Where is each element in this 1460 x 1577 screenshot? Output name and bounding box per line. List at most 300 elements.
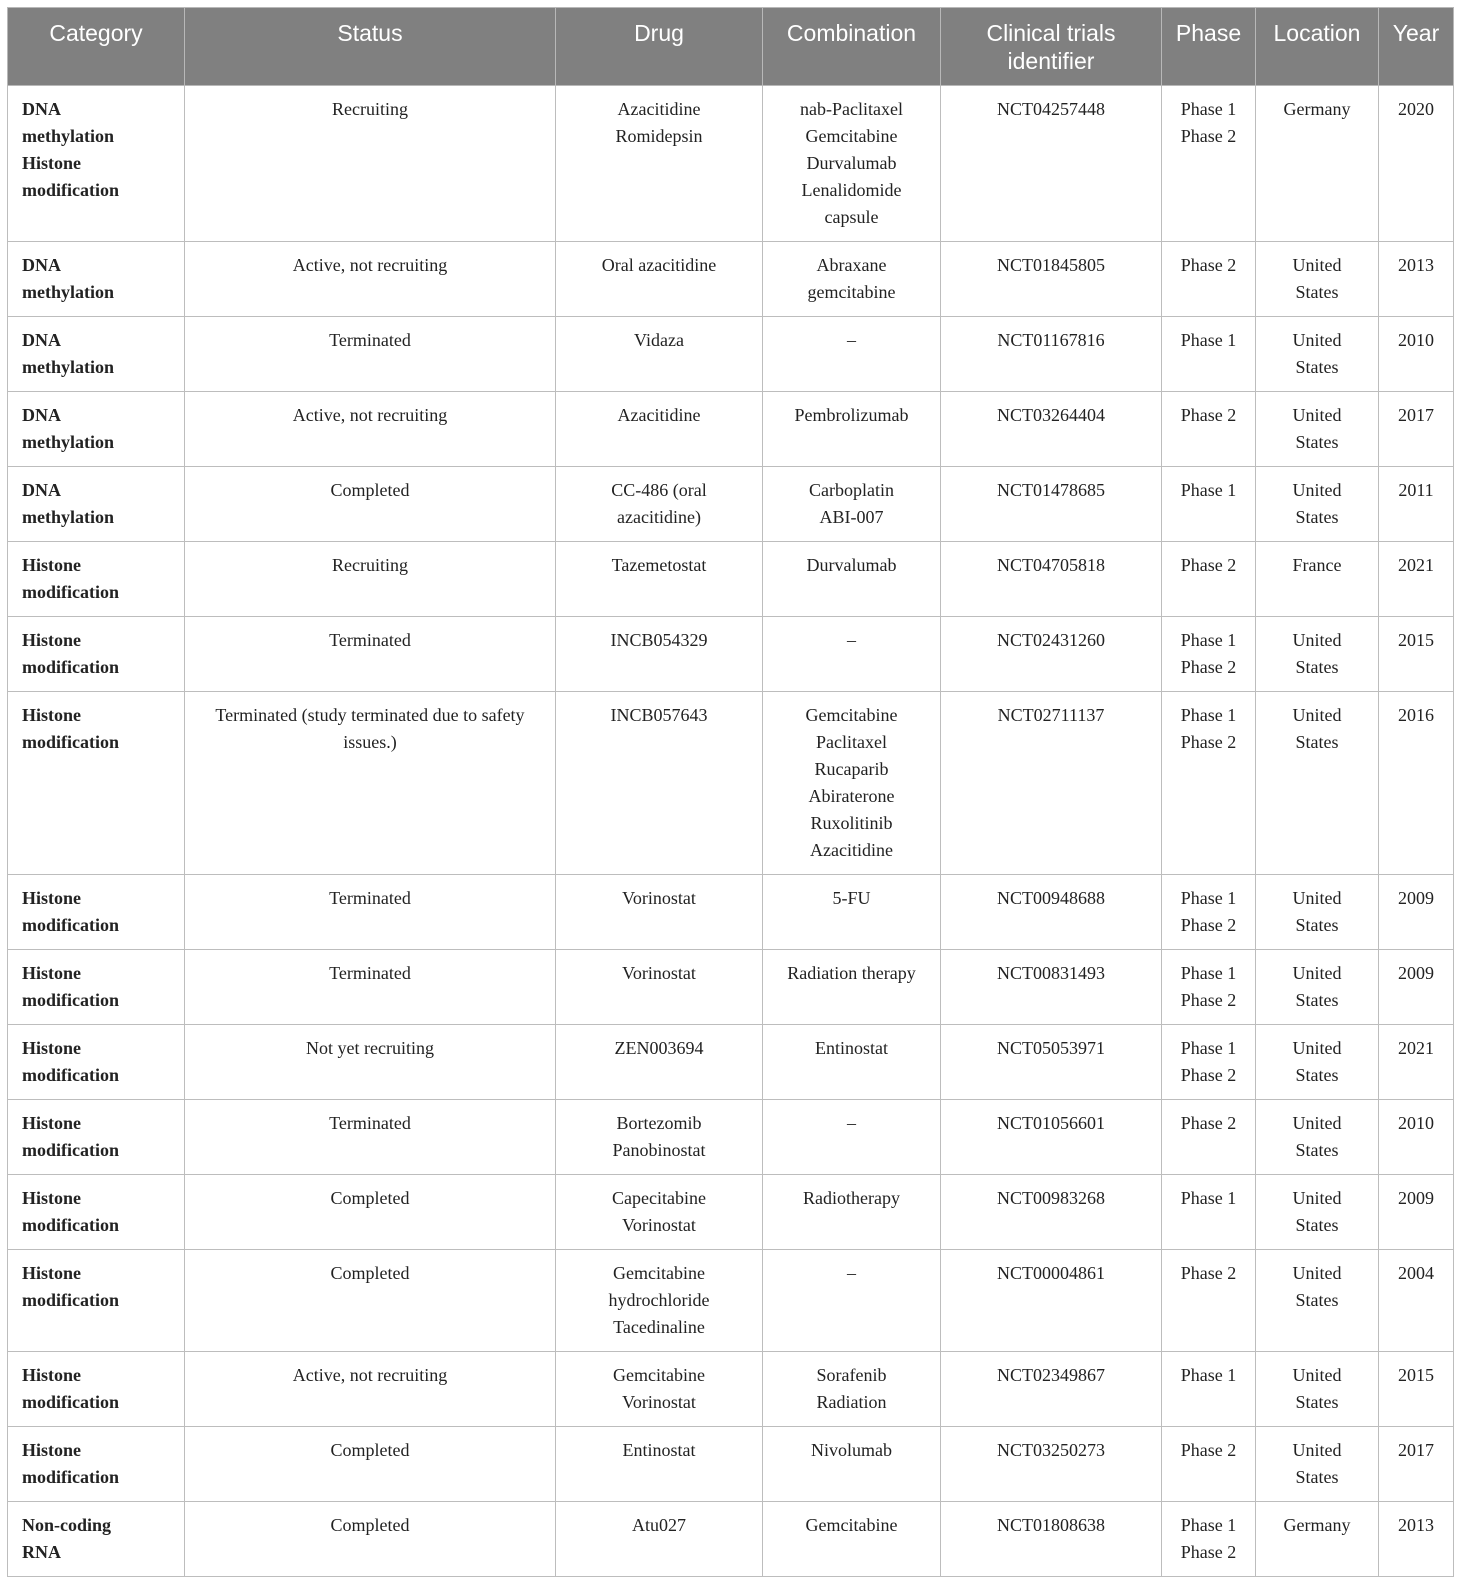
cell-category bbox=[8, 1502, 185, 1577]
cell-phase-line: Phase 2 bbox=[1180, 915, 1237, 935]
cell-category-line: DNA bbox=[22, 330, 61, 350]
cell-combination bbox=[763, 875, 941, 950]
cell-location-line: States bbox=[1295, 732, 1339, 752]
cell-location-line: Germany bbox=[1283, 99, 1351, 119]
cell-location bbox=[1256, 86, 1379, 242]
cell-combination bbox=[763, 317, 941, 392]
cell-category bbox=[8, 1250, 185, 1352]
cell-combination-line: Radiation therapy bbox=[787, 963, 916, 983]
cell-drug bbox=[556, 467, 763, 542]
table-row bbox=[8, 1175, 1454, 1250]
cell-phase-line: Phase 2 bbox=[1180, 657, 1237, 677]
cell-drug-line: Vorinostat bbox=[622, 1392, 696, 1412]
cell-category-line: modification bbox=[22, 1140, 119, 1160]
cell-category-line: methylation bbox=[22, 432, 114, 452]
cell-combination-line: Radiotherapy bbox=[803, 1188, 900, 1208]
cell-combination-line: – bbox=[847, 1263, 856, 1283]
cell-year: 2009 bbox=[1379, 875, 1454, 950]
cell-phase bbox=[1162, 1352, 1256, 1427]
cell-combination-line: Gemcitabine bbox=[805, 1515, 898, 1535]
cell-phase bbox=[1162, 1100, 1256, 1175]
cell-category-line: modification bbox=[22, 180, 119, 200]
cell-year: 2015 bbox=[1379, 617, 1454, 692]
cell-combination bbox=[763, 1025, 941, 1100]
cell-drug bbox=[556, 1025, 763, 1100]
cell-drug bbox=[556, 392, 763, 467]
cell-category-line: modification bbox=[22, 1467, 119, 1487]
cell-phase-line: Phase 2 bbox=[1180, 1263, 1237, 1283]
table-row bbox=[8, 86, 1454, 242]
table-row bbox=[8, 542, 1454, 617]
cell-combination-line: Durvalumab bbox=[806, 153, 897, 173]
cell-year: 2013 bbox=[1379, 242, 1454, 317]
cell-combination-line: Carboplatin bbox=[809, 480, 894, 500]
cell-location bbox=[1256, 1502, 1379, 1577]
cell-combination-line: Paclitaxel bbox=[816, 732, 887, 752]
cell-year: 2021 bbox=[1379, 1025, 1454, 1100]
cell-identifier: NCT00004861 bbox=[941, 1250, 1162, 1352]
cell-drug bbox=[556, 86, 763, 242]
cell-drug-line: Azacitidine bbox=[617, 99, 701, 119]
header-status: Status bbox=[185, 8, 556, 86]
table-row bbox=[8, 1352, 1454, 1427]
cell-combination-line: – bbox=[847, 1113, 856, 1133]
cell-combination bbox=[763, 1427, 941, 1502]
cell-phase bbox=[1162, 617, 1256, 692]
header-year: Year bbox=[1379, 8, 1454, 86]
cell-combination bbox=[763, 86, 941, 242]
cell-location bbox=[1256, 617, 1379, 692]
cell-phase bbox=[1162, 1427, 1256, 1502]
cell-location-line: States bbox=[1295, 357, 1339, 377]
cell-location-line: United bbox=[1292, 1440, 1342, 1460]
cell-identifier: NCT05053971 bbox=[941, 1025, 1162, 1100]
cell-status: Terminated bbox=[185, 875, 556, 950]
cell-drug-line: ZEN003694 bbox=[614, 1038, 704, 1058]
cell-combination-line: nab-Paclitaxel bbox=[800, 99, 903, 119]
cell-identifier: NCT01056601 bbox=[941, 1100, 1162, 1175]
cell-combination bbox=[763, 692, 941, 875]
cell-year: 2010 bbox=[1379, 317, 1454, 392]
cell-combination-line: Entinostat bbox=[815, 1038, 888, 1058]
cell-location-line: France bbox=[1292, 555, 1342, 575]
cell-combination-line: Rucaparib bbox=[814, 759, 889, 779]
cell-drug bbox=[556, 1502, 763, 1577]
cell-status: Recruiting bbox=[185, 542, 556, 617]
cell-drug bbox=[556, 1427, 763, 1502]
table-row bbox=[8, 1100, 1454, 1175]
cell-category bbox=[8, 617, 185, 692]
cell-combination bbox=[763, 542, 941, 617]
cell-location-line: Germany bbox=[1283, 1515, 1351, 1535]
cell-category-line: RNA bbox=[22, 1542, 61, 1562]
cell-category bbox=[8, 692, 185, 875]
table-row bbox=[8, 1502, 1454, 1577]
cell-identifier: NCT00948688 bbox=[941, 875, 1162, 950]
cell-category-line: Histone bbox=[22, 888, 82, 908]
cell-year: 2017 bbox=[1379, 392, 1454, 467]
cell-drug bbox=[556, 1250, 763, 1352]
cell-category bbox=[8, 542, 185, 617]
cell-phase-line: Phase 2 bbox=[1180, 255, 1237, 275]
cell-combination bbox=[763, 1100, 941, 1175]
cell-identifier: NCT02431260 bbox=[941, 617, 1162, 692]
cell-phase-line: Phase 1 bbox=[1180, 480, 1237, 500]
cell-location bbox=[1256, 1427, 1379, 1502]
cell-phase-line: Phase 1 bbox=[1180, 330, 1237, 350]
cell-phase bbox=[1162, 950, 1256, 1025]
cell-year: 2016 bbox=[1379, 692, 1454, 875]
table-row bbox=[8, 692, 1454, 875]
cell-combination-line: – bbox=[847, 330, 856, 350]
cell-phase bbox=[1162, 242, 1256, 317]
cell-phase-line: Phase 1 bbox=[1180, 1188, 1237, 1208]
cell-category bbox=[8, 1175, 185, 1250]
cell-phase bbox=[1162, 86, 1256, 242]
cell-category bbox=[8, 242, 185, 317]
cell-location-line: States bbox=[1295, 432, 1339, 452]
cell-location bbox=[1256, 1025, 1379, 1100]
cell-status: Completed bbox=[185, 1250, 556, 1352]
cell-category-line: DNA bbox=[22, 480, 61, 500]
cell-phase-line: Phase 2 bbox=[1180, 405, 1237, 425]
cell-combination-line: Durvalumab bbox=[806, 555, 897, 575]
cell-drug-line: Capecitabine bbox=[612, 1188, 706, 1208]
table-row bbox=[8, 1427, 1454, 1502]
cell-category-line: Histone bbox=[22, 705, 82, 725]
cell-drug-line: Gemcitabine bbox=[613, 1263, 705, 1283]
cell-phase-line: Phase 1 bbox=[1180, 705, 1237, 725]
cell-category-line: Histone bbox=[22, 630, 82, 650]
cell-category bbox=[8, 875, 185, 950]
cell-category bbox=[8, 86, 185, 242]
cell-category bbox=[8, 1427, 185, 1502]
cell-location-line: States bbox=[1295, 1140, 1339, 1160]
cell-combination bbox=[763, 467, 941, 542]
cell-location bbox=[1256, 467, 1379, 542]
table-row bbox=[8, 242, 1454, 317]
cell-status: Terminated (study terminated due to safety issues.) bbox=[185, 692, 556, 875]
cell-year: 2009 bbox=[1379, 950, 1454, 1025]
cell-status: Terminated bbox=[185, 1100, 556, 1175]
table-row bbox=[8, 467, 1454, 542]
cell-year: 2011 bbox=[1379, 467, 1454, 542]
cell-year: 2004 bbox=[1379, 1250, 1454, 1352]
cell-phase-line: Phase 2 bbox=[1180, 1440, 1237, 1460]
cell-drug bbox=[556, 950, 763, 1025]
cell-category-line: DNA bbox=[22, 99, 61, 119]
cell-category-line: modification bbox=[22, 1065, 119, 1085]
cell-identifier: NCT00983268 bbox=[941, 1175, 1162, 1250]
cell-drug-line: Tacedinaline bbox=[613, 1317, 705, 1337]
table-row bbox=[8, 950, 1454, 1025]
cell-year: 2013 bbox=[1379, 1502, 1454, 1577]
cell-identifier: NCT02349867 bbox=[941, 1352, 1162, 1427]
cell-drug bbox=[556, 875, 763, 950]
cell-drug bbox=[556, 542, 763, 617]
cell-drug-line: Tazemetostat bbox=[611, 555, 707, 575]
cell-combination-line: Radiation bbox=[816, 1392, 887, 1412]
cell-combination bbox=[763, 617, 941, 692]
cell-category-line: methylation bbox=[22, 282, 114, 302]
table-row bbox=[8, 875, 1454, 950]
cell-drug-line: CC-486 (oral bbox=[611, 480, 707, 500]
cell-category-line: modification bbox=[22, 990, 119, 1010]
header-category: Category bbox=[8, 8, 185, 86]
table-row bbox=[8, 392, 1454, 467]
table-row bbox=[8, 1025, 1454, 1100]
cell-combination-line: – bbox=[847, 630, 856, 650]
cell-category bbox=[8, 1025, 185, 1100]
cell-drug-line: Bortezomib bbox=[616, 1113, 702, 1133]
cell-combination-line: Ruxolitinib bbox=[810, 813, 893, 833]
cell-location-line: States bbox=[1295, 1215, 1339, 1235]
cell-location-line: United bbox=[1292, 888, 1342, 908]
header-identifier: Clinical trials identifier bbox=[941, 8, 1162, 86]
cell-identifier: NCT03250273 bbox=[941, 1427, 1162, 1502]
cell-phase bbox=[1162, 1175, 1256, 1250]
cell-status: Terminated bbox=[185, 317, 556, 392]
cell-location-line: United bbox=[1292, 1038, 1342, 1058]
cell-category-line: Histone bbox=[22, 1365, 82, 1385]
cell-identifier: NCT04705818 bbox=[941, 542, 1162, 617]
cell-combination bbox=[763, 242, 941, 317]
cell-location bbox=[1256, 875, 1379, 950]
cell-status: Active, not recruiting bbox=[185, 242, 556, 317]
cell-drug bbox=[556, 1352, 763, 1427]
cell-location-line: United bbox=[1292, 480, 1342, 500]
cell-drug-line: INCB057643 bbox=[610, 705, 708, 725]
cell-category-line: Histone bbox=[22, 1188, 82, 1208]
cell-phase-line: Phase 1 bbox=[1180, 1515, 1237, 1535]
cell-drug bbox=[556, 242, 763, 317]
cell-category-line: modification bbox=[22, 915, 119, 935]
cell-drug-line: Oral azacitidine bbox=[601, 255, 717, 275]
cell-year: 2009 bbox=[1379, 1175, 1454, 1250]
cell-phase-line: Phase 2 bbox=[1180, 555, 1237, 575]
cell-location-line: United bbox=[1292, 963, 1342, 983]
cell-status: Terminated bbox=[185, 617, 556, 692]
cell-location-line: United bbox=[1292, 1365, 1342, 1385]
table-row bbox=[8, 317, 1454, 392]
cell-identifier: NCT02711137 bbox=[941, 692, 1162, 875]
cell-phase bbox=[1162, 692, 1256, 875]
cell-location bbox=[1256, 392, 1379, 467]
cell-category-line: Histone bbox=[22, 153, 82, 173]
cell-category-line: modification bbox=[22, 1215, 119, 1235]
cell-location-line: States bbox=[1295, 282, 1339, 302]
cell-status: Completed bbox=[185, 1427, 556, 1502]
cell-location-line: United bbox=[1292, 630, 1342, 650]
cell-identifier: NCT00831493 bbox=[941, 950, 1162, 1025]
cell-phase-line: Phase 1 bbox=[1180, 630, 1237, 650]
cell-location-line: United bbox=[1292, 330, 1342, 350]
cell-location-line: United bbox=[1292, 255, 1342, 275]
cell-drug-line: Atu027 bbox=[632, 1515, 686, 1535]
cell-drug bbox=[556, 317, 763, 392]
cell-drug-line: Romidepsin bbox=[615, 126, 703, 146]
cell-drug-line: Vorinostat bbox=[622, 963, 696, 983]
cell-location bbox=[1256, 542, 1379, 617]
cell-category-line: modification bbox=[22, 1392, 119, 1412]
header-location: Location bbox=[1256, 8, 1379, 86]
cell-status: Not yet recruiting bbox=[185, 1025, 556, 1100]
cell-combination bbox=[763, 950, 941, 1025]
cell-category-line: Histone bbox=[22, 1113, 82, 1133]
cell-year: 2021 bbox=[1379, 542, 1454, 617]
cell-identifier: NCT01167816 bbox=[941, 317, 1162, 392]
cell-location-line: States bbox=[1295, 915, 1339, 935]
cell-drug-line: Entinostat bbox=[622, 1440, 696, 1460]
cell-combination-line: Sorafenib bbox=[816, 1365, 887, 1385]
cell-drug-line: Panobinostat bbox=[612, 1140, 706, 1160]
cell-combination-line: Azacitidine bbox=[810, 840, 893, 860]
cell-phase-line: Phase 2 bbox=[1180, 1065, 1237, 1085]
cell-location-line: United bbox=[1292, 1188, 1342, 1208]
cell-combination bbox=[763, 1250, 941, 1352]
cell-location bbox=[1256, 1100, 1379, 1175]
header-drug: Drug bbox=[556, 8, 763, 86]
cell-location bbox=[1256, 692, 1379, 875]
cell-status: Completed bbox=[185, 1175, 556, 1250]
cell-category-line: modification bbox=[22, 1290, 119, 1310]
cell-category-line: Non-coding bbox=[22, 1515, 112, 1535]
cell-drug-line: Vorinostat bbox=[622, 888, 696, 908]
cell-location-line: States bbox=[1295, 1392, 1339, 1412]
cell-status: Active, not recruiting bbox=[185, 392, 556, 467]
cell-phase bbox=[1162, 467, 1256, 542]
cell-combination-line: Gemcitabine bbox=[805, 126, 898, 146]
cell-phase-line: Phase 2 bbox=[1180, 1113, 1237, 1133]
cell-status: Terminated bbox=[185, 950, 556, 1025]
cell-phase-line: Phase 2 bbox=[1180, 1542, 1237, 1562]
cell-status: Active, not recruiting bbox=[185, 1352, 556, 1427]
cell-drug bbox=[556, 692, 763, 875]
cell-year: 2017 bbox=[1379, 1427, 1454, 1502]
cell-phase bbox=[1162, 1502, 1256, 1577]
cell-phase-line: Phase 1 bbox=[1180, 1365, 1237, 1385]
cell-drug-line: Azacitidine bbox=[617, 405, 701, 425]
header-row bbox=[8, 8, 1454, 86]
cell-status: Completed bbox=[185, 467, 556, 542]
cell-category-line: Histone bbox=[22, 1263, 82, 1283]
cell-category-line: methylation bbox=[22, 357, 114, 377]
cell-phase bbox=[1162, 392, 1256, 467]
cell-phase bbox=[1162, 542, 1256, 617]
cell-combination-line: gemcitabine bbox=[807, 282, 896, 302]
cell-location-line: United bbox=[1292, 405, 1342, 425]
cell-location bbox=[1256, 950, 1379, 1025]
cell-drug-line: Vidaza bbox=[634, 330, 684, 350]
cell-category bbox=[8, 467, 185, 542]
cell-drug-line: hydrochloride bbox=[608, 1290, 710, 1310]
cell-combination-line: Gemcitabine bbox=[805, 705, 898, 725]
cell-status: Completed bbox=[185, 1502, 556, 1577]
cell-location-line: United bbox=[1292, 705, 1342, 725]
cell-category-line: Histone bbox=[22, 1440, 82, 1460]
cell-location-line: United bbox=[1292, 1113, 1342, 1133]
table-body bbox=[8, 86, 1454, 1577]
cell-category bbox=[8, 392, 185, 467]
cell-drug bbox=[556, 1100, 763, 1175]
cell-combination-line: Lenalidomide bbox=[801, 180, 902, 200]
cell-category-line: modification bbox=[22, 657, 119, 677]
cell-drug bbox=[556, 617, 763, 692]
cell-combination bbox=[763, 1352, 941, 1427]
cell-location-line: States bbox=[1295, 507, 1339, 527]
cell-phase bbox=[1162, 317, 1256, 392]
table-row bbox=[8, 617, 1454, 692]
cell-category-line: modification bbox=[22, 582, 119, 602]
clinical-trials-table bbox=[7, 7, 1454, 1577]
cell-year: 2015 bbox=[1379, 1352, 1454, 1427]
cell-combination-line: ABI-007 bbox=[819, 507, 884, 527]
cell-phase-line: Phase 2 bbox=[1180, 126, 1237, 146]
cell-category bbox=[8, 1352, 185, 1427]
cell-combination-line: capsule bbox=[824, 207, 879, 227]
cell-category-line: methylation bbox=[22, 507, 114, 527]
cell-identifier: NCT01478685 bbox=[941, 467, 1162, 542]
cell-drug-line: INCB054329 bbox=[610, 630, 708, 650]
cell-year: 2020 bbox=[1379, 86, 1454, 242]
cell-location bbox=[1256, 1250, 1379, 1352]
cell-category-line: modification bbox=[22, 732, 119, 752]
cell-drug-line: Vorinostat bbox=[622, 1215, 696, 1235]
cell-location-line: States bbox=[1295, 657, 1339, 677]
table-row bbox=[8, 1250, 1454, 1352]
cell-category-line: methylation bbox=[22, 126, 114, 146]
cell-category bbox=[8, 317, 185, 392]
cell-location-line: States bbox=[1295, 990, 1339, 1010]
cell-category-line: DNA bbox=[22, 405, 61, 425]
cell-location bbox=[1256, 242, 1379, 317]
header-combination: Combination bbox=[763, 8, 941, 86]
cell-phase-line: Phase 1 bbox=[1180, 888, 1237, 908]
cell-phase-line: Phase 2 bbox=[1180, 990, 1237, 1010]
cell-location-line: States bbox=[1295, 1290, 1339, 1310]
cell-combination bbox=[763, 1502, 941, 1577]
cell-year: 2010 bbox=[1379, 1100, 1454, 1175]
cell-location bbox=[1256, 1352, 1379, 1427]
cell-drug bbox=[556, 1175, 763, 1250]
cell-drug-line: Gemcitabine bbox=[613, 1365, 705, 1385]
header-phase: Phase bbox=[1162, 8, 1256, 86]
cell-combination-line: Nivolumab bbox=[811, 1440, 892, 1460]
cell-location-line: States bbox=[1295, 1467, 1339, 1487]
cell-phase-line: Phase 1 bbox=[1180, 1038, 1237, 1058]
cell-category-line: Histone bbox=[22, 963, 82, 983]
cell-status: Recruiting bbox=[185, 86, 556, 242]
cell-category-line: Histone bbox=[22, 555, 82, 575]
cell-combination-line: 5-FU bbox=[832, 888, 871, 908]
cell-category bbox=[8, 1100, 185, 1175]
cell-location bbox=[1256, 1175, 1379, 1250]
cell-phase bbox=[1162, 1250, 1256, 1352]
cell-category bbox=[8, 950, 185, 1025]
cell-drug-line: azacitidine) bbox=[617, 507, 701, 527]
cell-combination-line: Abiraterone bbox=[808, 786, 895, 806]
cell-identifier: NCT04257448 bbox=[941, 86, 1162, 242]
cell-phase bbox=[1162, 1025, 1256, 1100]
cell-category-line: Histone bbox=[22, 1038, 82, 1058]
cell-category-line: DNA bbox=[22, 255, 61, 275]
cell-combination-line: Abraxane bbox=[816, 255, 887, 275]
cell-phase-line: Phase 2 bbox=[1180, 732, 1237, 752]
cell-identifier: NCT03264404 bbox=[941, 392, 1162, 467]
cell-location bbox=[1256, 317, 1379, 392]
cell-combination bbox=[763, 392, 941, 467]
cell-identifier: NCT01845805 bbox=[941, 242, 1162, 317]
